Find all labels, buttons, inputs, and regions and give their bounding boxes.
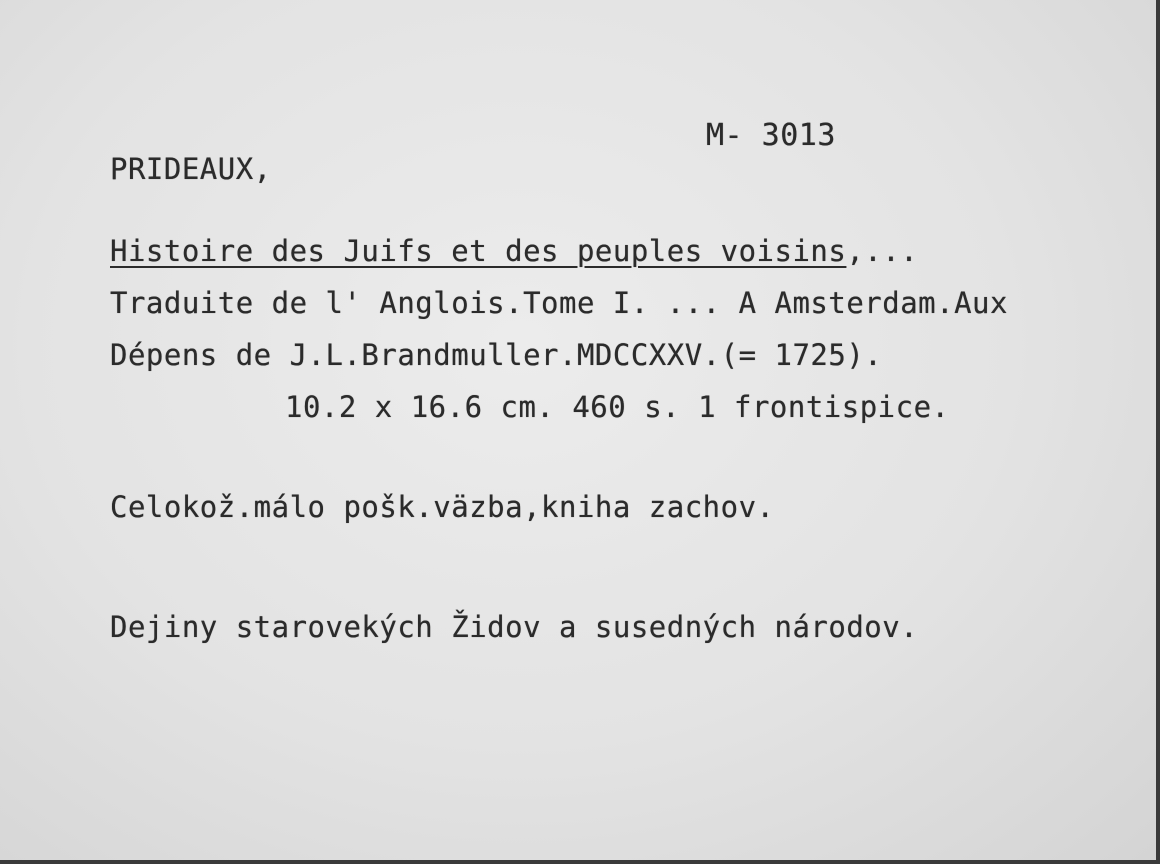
title-translation: Dejiny starovekých Židov a susedných národov. (110, 610, 919, 644)
title-ellipsis: ,... (846, 234, 919, 268)
condition-note: Celokož.málo pošk.väzba,kniha zachov. (110, 490, 775, 524)
author-heading: PRIDEAUX, (110, 152, 272, 186)
imprint-line-2: Dépens de J.L.Brandmuller.MDCCXXV.(= 1725). (110, 338, 883, 372)
physical-description: 10.2 x 16.6 cm. 460 s. 1 frontispice. (285, 390, 950, 424)
book-title: Histoire des Juifs et des peuples voisins (110, 234, 847, 268)
title-line (110, 234, 918, 268)
imprint-line-1: Traduite de l' Anglois.Tome I. ... A Amsterdam.Aux (110, 286, 1008, 320)
call-number: M- 3013 (706, 118, 836, 153)
